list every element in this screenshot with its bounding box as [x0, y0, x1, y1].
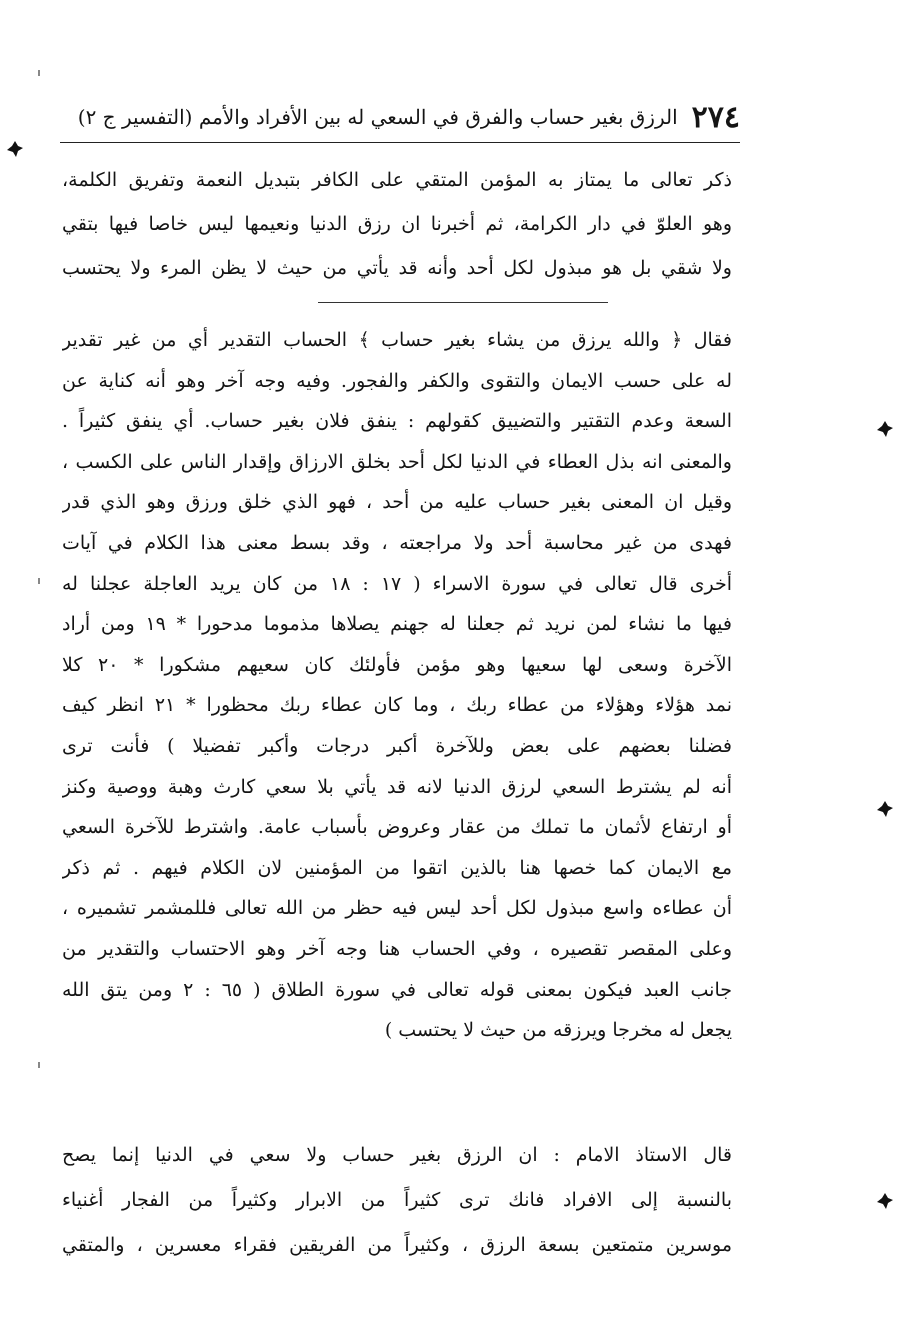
text-line: أن عطاءه واسع مبذول لكل أحد ليس فيه حظر من الله تعالى فللمشمر تشميره ، — [62, 897, 732, 920]
text-line: وعلى المقصر تقصيره ، وفي الحساب هنا وجه آخر وهو الاحتساب والتقدير من — [62, 937, 732, 960]
text-line: فضلنا بعضهم على بعض وللآخرة أكبر درجات وأكبر تفضيلا ) فأنت ترى — [62, 734, 732, 757]
running-title: الرزق بغير حساب والفرق في السعي له بين الأفراد والأمم (التفسير ج ٢) — [77, 105, 678, 129]
header-rule — [60, 142, 740, 143]
text-line: أو ارتفاع لأثمان ما تملك من عقار وعروض بأسباب عامة. واشترط للآخرة السعي — [62, 816, 732, 839]
text-line: وقيل ان المعنى بغير حساب عليه من أحد ، فهو الذي خلق ورزق وهو الذي قدر — [62, 491, 732, 514]
binding-mark-icon — [876, 800, 894, 818]
text-line: فهدى من غير محاسبة أحد ولا مراجعته ، وقد بسط معنى هذا الكلام في آيات — [62, 531, 732, 554]
text-line: قال الاستاذ الامام : ان الرزق بغير حساب ولا سعي في الدنيا إنما يصح — [62, 1144, 732, 1166]
text-line: بالنسبة إلى الافراد فانك ترى كثيراً من الابرار وكثيراً من الفجار أغنياء — [62, 1189, 732, 1211]
text-line: مع الايمان كما خصها هنا بالذين اتقوا من المؤمنين لان الكلام فيهم . ثم ذكر — [62, 856, 732, 879]
binding-mark-icon — [876, 1192, 894, 1210]
text-line: أخرى قال تعالى في سورة الاسراء ( ١٧ : ١٨ من كان يريد العاجلة عجلنا له — [62, 572, 732, 595]
text-line: والمعنى انه بذل العطاء في الدنيا لكل أحد بخلق الارزاق وإقدار الناس على الكسب ، — [62, 450, 732, 473]
text-line: ولا شقي بل هو مبذول لكل أحد وأنه قد يأتي من حيث لا يظن المرء ولا يحتسب — [62, 257, 732, 279]
text-line: نمد هؤلاء وهؤلاء من عطاء ربك ، وما كان عطاء ربك محظورا * ٢١ انظر كيف — [62, 694, 732, 717]
text-line: ذكر تعالى ما يمتاز به المؤمن المتقي على الكافر بتبديل النعمة وتفريق الكلمة، — [62, 169, 732, 191]
text-line: السعة وعدم التقتير والتضييق كقولهم : ينفق فلان بغير حساب. أي ينفق كثيراً . — [62, 410, 732, 433]
binding-mark-icon — [876, 420, 894, 438]
text-line: يجعل له مخرجا ويرزقه من حيث لا يحتسب ) — [384, 1019, 732, 1042]
scan-speck — [38, 1062, 40, 1068]
text-line: جانب العبد فيكون بمعنى قوله تعالى في سورة الطلاق ( ٦٥ : ٢ ومن يتق الله — [62, 978, 732, 1001]
scan-speck — [38, 578, 40, 584]
binding-mark-icon — [6, 140, 24, 158]
text-line: له على حسب الايمان والتقوى والكفر والفجور. وفيه وجه آخر وهو أنه كناية عن — [62, 369, 732, 392]
text-line: الآخرة وسعى لها سعيها وهو مؤمن فأولئك كان سعيهم مشكورا * ٢٠ كلا — [62, 653, 732, 676]
text-block-commentary — [62, 320, 732, 1051]
text-line: فيها ما نشاء لمن نريد ثم جعلنا له جهنم يصلاها مذموما مدحورا * ١٩ ومن أراد — [62, 613, 732, 636]
page-number: ٢٧٤ — [691, 99, 740, 135]
text-line: وهو العلوّ في دار الكرامة، ثم أخبرنا ان رزق الدنيا ونعيمها ليس خاصا فيها بتقي — [62, 213, 732, 235]
section-divider — [318, 302, 608, 303]
text-line: موسرين متمتعين بسعة الرزق ، وكثيراً من الفريقين فقراء معسرين ، والمتقي — [62, 1234, 732, 1256]
text-block-imam-quote — [62, 1133, 732, 1268]
page-header — [60, 92, 740, 142]
text-line: فقال ﴿ والله يرزق من يشاء بغير حساب ﴾ الحساب التقدير أي من غير تقدير — [62, 329, 732, 351]
scan-speck — [38, 70, 40, 76]
text-line: أنه لم يشترط السعي لرزق الدنيا لانه قد يأتي بلا سعي كارث وهبة ووصية وكنز — [62, 775, 732, 798]
text-block-intro — [62, 158, 732, 290]
